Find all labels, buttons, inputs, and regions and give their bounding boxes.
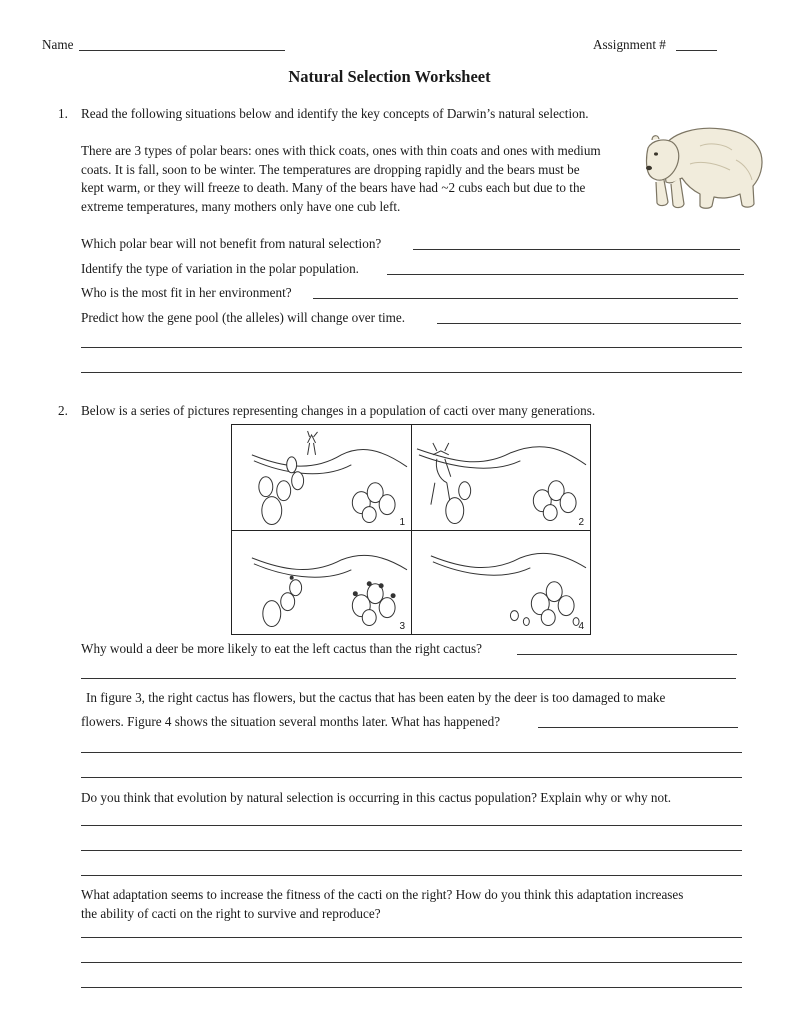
q1-paragraph-line: extreme temperatures, many mothers only have one cub left. [81, 199, 401, 214]
q2-deer-question: Why would a deer be more likely to eat the left cactus than the right cactus? [81, 641, 482, 656]
answer-line[interactable] [81, 937, 742, 938]
q2-number: 2. [58, 403, 68, 418]
cactus-panel-3 [232, 530, 411, 635]
answer-line[interactable] [81, 850, 742, 851]
cactus-panel-4 [411, 530, 590, 635]
cactus-panel-1 [232, 425, 411, 530]
q2-evolution-question: Do you think that evolution by natural selection is occurring in this cactus population? Explain why or why not. [81, 790, 672, 805]
answer-line[interactable] [81, 987, 742, 988]
cactus-figure [231, 424, 591, 635]
answer-line[interactable] [81, 678, 736, 679]
answer-line[interactable] [413, 249, 740, 250]
name-label: Name [42, 37, 74, 52]
answer-line[interactable] [517, 654, 737, 655]
answer-line[interactable] [387, 274, 744, 275]
q1-paragraph-line: kept warm, or they will freeze to death. Many of the bears have had ~2 cubs each but due to the [81, 180, 586, 195]
answer-line[interactable] [81, 962, 742, 963]
answer-line[interactable] [81, 347, 742, 348]
q2-prompt: Below is a series of pictures representing changes in a population of cacti over many generations. [81, 403, 596, 418]
assignment-field[interactable] [676, 50, 717, 51]
answer-line[interactable] [81, 752, 742, 753]
answer-line[interactable] [313, 298, 738, 299]
q1-number: 1. [58, 106, 68, 121]
q1-paragraph-line: coats. It is fall, soon to be winter. The temperatures are dropping rapidly and the bears must be [81, 162, 580, 177]
cactus-panel-2 [411, 425, 590, 530]
q1-prompt: Read the following situations below and identify the key concepts of Darwin’s natural selection. [81, 106, 589, 121]
q1-question: Predict how the gene pool (the alleles) will change over time. [81, 310, 406, 325]
q2-adaptation-question: What adaptation seems to increase the fitness of the cacti on the right? How do you think this adaptation increases [81, 887, 684, 902]
q1-question: Who is the most fit in her environment? [81, 285, 292, 300]
q2-adaptation-question: the ability of cacti on the right to survive and reproduce? [81, 906, 381, 921]
name-field[interactable] [79, 50, 285, 51]
answer-line[interactable] [81, 372, 742, 373]
q2-figure3-question: flowers. Figure 4 shows the situation several months later. What has happened? [81, 714, 501, 729]
panel-number: 3 [399, 621, 405, 632]
page-title: Natural Selection Worksheet [288, 67, 491, 86]
answer-line[interactable] [437, 323, 741, 324]
q1-question: Which polar bear will not benefit from natural selection? [81, 236, 382, 251]
answer-line[interactable] [81, 875, 742, 876]
panel-number: 4 [578, 621, 584, 632]
q2-figure3-text: In figure 3, the right cactus has flowers, but the cactus that has been eaten by the deer is too damaged to make [86, 690, 666, 705]
answer-line[interactable] [538, 727, 738, 728]
polar-bear-image [640, 120, 765, 212]
q1-paragraph-line: There are 3 types of polar bears: ones with thick coats, ones with thin coats and ones with medium [81, 143, 601, 158]
answer-line[interactable] [81, 825, 742, 826]
q1-question: Identify the type of variation in the polar population. [81, 261, 359, 276]
panel-number: 1 [399, 516, 405, 528]
assignment-label: Assignment # [593, 37, 666, 52]
answer-line[interactable] [81, 777, 742, 778]
panel-number: 2 [578, 516, 584, 528]
